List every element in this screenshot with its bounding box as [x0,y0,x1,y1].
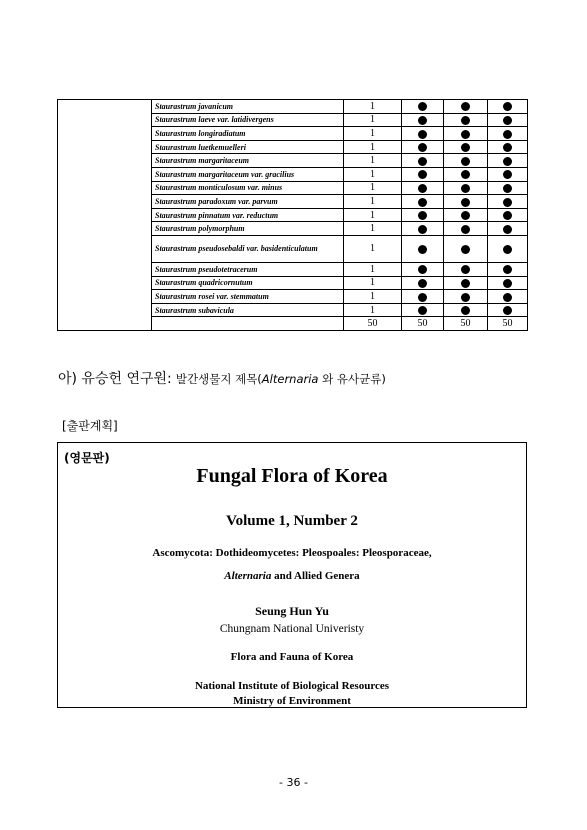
filled-circle-icon [461,211,470,220]
genus-name: Staurastrum [155,128,197,138]
species-epithet: paradoxum var. parvum [198,196,278,206]
taxonomy-line: Ascomycota: Dothideomycetes: Pleospoales: Pleosporaceae, [152,547,432,559]
species-epithet: luetkemuelleri [198,142,246,152]
presence-cell [444,113,488,127]
species-name [152,140,344,154]
volume-number: Volume 1, Number 2 [226,513,358,529]
blank-cell [58,222,152,236]
filled-circle-icon [418,211,427,220]
total-cell: 50 [444,317,488,331]
filled-circle-icon [461,245,470,254]
presence-cell [402,208,444,222]
filled-circle-icon [418,198,427,207]
count-cell: 1 [344,154,402,168]
count-cell: 1 [344,181,402,195]
presence-cell [444,303,488,317]
species-epithet: longiradiatum [198,128,246,138]
count-cell: 1 [344,167,402,181]
count-cell: 1 [344,303,402,317]
presence-cell [444,262,488,276]
genus-name: Staurastrum [155,291,197,301]
presence-cell [402,100,444,114]
presence-cell [444,195,488,209]
publication-plan-label: [출판계획] [62,419,118,433]
filled-circle-icon [461,293,470,302]
count-cell: 1 [344,140,402,154]
presence-cell [444,276,488,290]
filled-circle-icon [418,265,427,274]
blank-cell [58,154,152,168]
total-cell: 50 [488,317,528,331]
filled-circle-icon [503,157,512,166]
ministry-name: Ministry of Environment [233,695,351,707]
species-name [152,235,344,262]
presence-cell [488,100,528,114]
species-epithet: laeve var. latidivergens [198,115,274,125]
presence-cell [444,100,488,114]
presence-cell [488,222,528,236]
presence-cell [488,235,528,262]
presence-cell [488,276,528,290]
species-epithet: javanicum [198,101,234,111]
genera-italic: Alternaria [224,570,272,582]
species-epithet: monticulosum var. minus [198,183,283,193]
species-epithet: pinnatum var. reductum [198,210,279,220]
filled-circle-icon [503,143,512,152]
presence-cell [402,154,444,168]
table-row [58,167,528,181]
species-name [152,290,344,304]
filled-circle-icon [418,143,427,152]
species-name [152,195,344,209]
presence-cell [402,167,444,181]
filled-circle-icon [461,279,470,288]
presence-cell [444,290,488,304]
blank-cell [58,140,152,154]
filled-circle-icon [503,116,512,125]
blank-cell [58,113,152,127]
count-cell: 1 [344,100,402,114]
presence-cell [444,222,488,236]
blank-cell [58,262,152,276]
filled-circle-icon [418,157,427,166]
presence-cell [488,303,528,317]
section-title-prefix: 발간생물지 제목( [175,372,262,386]
blank-cell [58,303,152,317]
genus-name: Staurastrum [155,224,197,234]
table-row [58,181,528,195]
filled-circle-icon [461,306,470,315]
presence-cell [488,262,528,276]
filled-circle-icon [503,265,512,274]
presence-cell [444,208,488,222]
table-row [58,290,528,304]
section-title-suffix: 와 유사균류) [318,372,386,386]
filled-circle-icon [503,130,512,139]
presence-cell [444,154,488,168]
total-cell: 50 [402,317,444,331]
author-affiliation: Chungnam National Univeristy [219,623,365,635]
presence-cell [488,167,528,181]
presence-cell [402,276,444,290]
filled-circle-icon [503,198,512,207]
species-epithet: margaritaceum [198,156,250,166]
species-name [152,154,344,168]
genus-name: Staurastrum [155,169,197,179]
filled-circle-icon [418,306,427,315]
genus-name: Staurastrum [155,101,197,111]
book-title: Fungal Flora of Korea [196,465,388,487]
count-cell: 1 [344,208,402,222]
count-cell: 1 [344,262,402,276]
section-title-italic: Alternaria [261,372,319,386]
book-info-box [57,442,527,708]
filled-circle-icon [503,170,512,179]
genus-name: Staurastrum [155,142,197,152]
species-name [152,303,344,317]
table-row [58,154,528,168]
filled-circle-icon [461,265,470,274]
presence-cell [488,181,528,195]
table-row [58,222,528,236]
genus-name: Staurastrum [155,115,197,125]
presence-cell [488,154,528,168]
blank-cell [58,235,152,262]
species-epithet: rosei var. stemmatum [198,291,269,301]
table-row [58,127,528,141]
presence-cell [402,222,444,236]
presence-cell [402,262,444,276]
table-row [58,195,528,209]
section-heading [58,368,386,388]
count-cell: 1 [344,195,402,209]
blank-cell [58,167,152,181]
filled-circle-icon [418,279,427,288]
species-epithet: polymorphum [198,224,245,234]
presence-cell [402,127,444,141]
filled-circle-icon [503,211,512,220]
blank-cell [58,181,152,195]
presence-cell [444,140,488,154]
genus-name: Staurastrum [155,196,197,206]
page-number: - 36 - [279,776,308,789]
presence-cell [402,235,444,262]
presence-cell [488,127,528,141]
filled-circle-icon [418,245,427,254]
filled-circle-icon [503,225,512,234]
section-label: 아) 유승헌 연구원: [58,371,172,387]
species-epithet: quadricornutum [198,278,253,288]
species-name [152,276,344,290]
filled-circle-icon [503,279,512,288]
genera-rest: and Allied Genera [271,570,360,582]
filled-circle-icon [461,198,470,207]
species-table [57,99,528,331]
species-name [152,167,344,181]
blank-cell [58,290,152,304]
blank-cell [152,317,344,331]
filled-circle-icon [461,143,470,152]
blank-cell [58,317,152,331]
filled-circle-icon [503,102,512,111]
table-row [58,113,528,127]
blank-cell [58,195,152,209]
species-name [152,127,344,141]
genus-name: Staurastrum [155,244,197,254]
genus-name: Staurastrum [155,183,197,193]
series-name: Flora and Fauna of Korea [230,651,354,663]
filled-circle-icon [418,170,427,179]
filled-circle-icon [418,130,427,139]
presence-cell [402,303,444,317]
filled-circle-icon [418,225,427,234]
filled-circle-icon [418,116,427,125]
blank-cell [58,100,152,114]
species-name [152,262,344,276]
table-row [58,303,528,317]
genus-name: Staurastrum [155,278,197,288]
presence-cell [488,290,528,304]
filled-circle-icon [461,130,470,139]
count-cell: 1 [344,290,402,304]
filled-circle-icon [418,184,427,193]
presence-cell [402,140,444,154]
count-cell: 1 [344,276,402,290]
species-name [152,100,344,114]
blank-cell [58,208,152,222]
presence-cell [444,167,488,181]
genus-name: Staurastrum [155,210,197,220]
presence-cell [488,208,528,222]
genus-name: Staurastrum [155,264,197,274]
species-name [152,222,344,236]
filled-circle-icon [461,102,470,111]
presence-cell [488,140,528,154]
edition-label: (영문판) [64,451,110,465]
species-epithet: margaritaceum var. gracilius [198,169,295,179]
filled-circle-icon [503,245,512,254]
table-row [58,208,528,222]
count-cell: 1 [344,113,402,127]
filled-circle-icon [503,293,512,302]
presence-cell [444,235,488,262]
species-epithet: pseudotetracerum [198,264,258,274]
species-epithet: pseudosebaldi var. basidenticulatum [198,244,318,254]
filled-circle-icon [461,170,470,179]
presence-cell [402,290,444,304]
presence-cell [402,181,444,195]
filled-circle-icon [461,116,470,125]
presence-cell [444,127,488,141]
blank-cell [58,276,152,290]
presence-cell [488,113,528,127]
species-name [152,113,344,127]
presence-cell [444,181,488,195]
total-cell: 50 [344,317,402,331]
count-cell: 1 [344,127,402,141]
genera-line [58,570,526,582]
species-epithet: subavicula [198,305,234,315]
genus-name: Staurastrum [155,305,197,315]
genus-name: Staurastrum [155,156,197,166]
table-row [58,262,528,276]
filled-circle-icon [461,157,470,166]
filled-circle-icon [461,184,470,193]
count-cell: 1 [344,222,402,236]
species-name [152,181,344,195]
count-cell: 1 [344,235,402,262]
table-row [58,140,528,154]
table-row [58,100,528,114]
filled-circle-icon [461,225,470,234]
filled-circle-icon [418,102,427,111]
table-row [58,235,528,262]
filled-circle-icon [503,306,512,315]
author-name: Seung Hun Yu [255,604,329,618]
presence-cell [402,113,444,127]
table-row [58,276,528,290]
filled-circle-icon [503,184,512,193]
institution-name: National Institute of Biological Resources [194,680,390,692]
filled-circle-icon [418,293,427,302]
presence-cell [402,195,444,209]
presence-cell [488,195,528,209]
blank-cell [58,127,152,141]
species-name [152,208,344,222]
totals-row [58,317,528,331]
